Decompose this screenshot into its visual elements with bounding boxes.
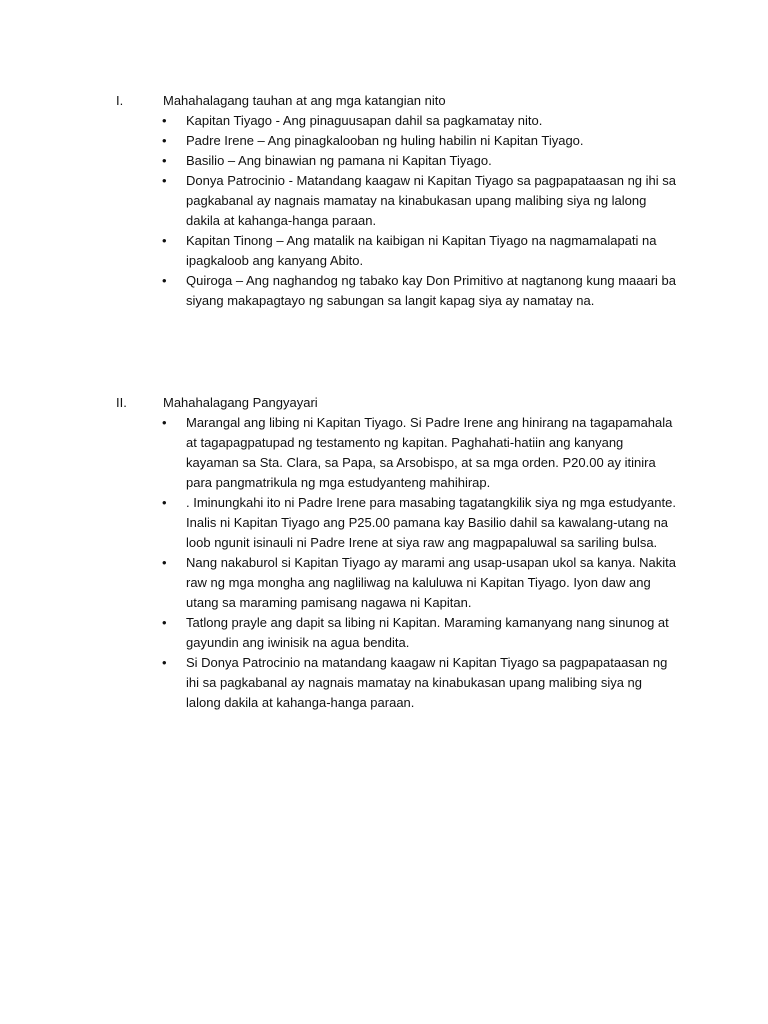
list-item [0,653,676,713]
list-item [0,413,676,493]
list-item-text: Tatlong prayle ang dapit sa libing ni Kapitan. Maraming kamanyang nang sinunog at gayundin ang iwinisik na agua bendita. [186,615,669,650]
list-item-text: Nang nakaburol si Kapitan Tiyago ay marami ang usap-usapan ukol sa kanya. Nakita raw ng mga mongha ang nagliliwag na kaluluwa ni Kapitan Tiyago. Iyon daw ang utang sa maraming pamisang nagawa ni Kapitan. [186,555,676,610]
bullet-icon: • [162,113,167,128]
bullet-icon: • [162,173,167,188]
character-list [0,111,768,311]
section-heading [0,91,768,111]
list-item-text: Basilio – Ang binawian ng pamana ni Kapitan Tiyago. [186,153,492,168]
bullet-icon: • [162,273,167,288]
section-title: Mahahalagang tauhan at ang mga katangian nito [163,93,446,108]
list-item [0,493,676,553]
events-list [0,413,768,713]
list-item-text: Quiroga – Ang naghandog ng tabako kay Don Primitivo at nagtanong kung maaari ba siyang makapagtayo ng sabungan sa langit kapag siya ay namatay na. [186,273,677,308]
section-heading [0,393,768,413]
list-item-text: Si Donya Patrocinio na matandang kaagaw ni Kapitan Tiyago sa pagpapataasan ng ihi sa pagkabanal ay nagnais mamatay na kinabukasan upang malibing siya ng lalong dakila at kahanga-hanga paraan. [186,655,668,710]
list-item-text: Donya Patrocinio - Matandang kaagaw ni Kapitan Tiyago sa pagpapataasan ng ihi sa pagkabanal ay nagnais mamatay na kinabukasan upang malibing siya ng lalong dakila at kahanga-hanga paraan. [186,173,676,228]
list-item [0,171,676,231]
bullet-icon: • [162,233,167,248]
list-item [0,231,676,271]
list-item [0,151,676,171]
bullet-icon: • [162,153,167,168]
bullet-icon: • [162,133,167,148]
list-item [0,131,676,151]
list-item-text: Kapitan Tiyago - Ang pinaguusapan dahil sa pagkamatay nito. [186,113,543,128]
list-item [0,271,676,311]
bullet-icon: • [162,555,167,570]
section-characters [0,91,768,311]
list-item-text: . Iminungkahi ito ni Padre Irene para masabing tagatangkilik siya ng mga estudyante. Inalis ni Kapitan Tiyago ang P25.00 pamana kay Basilio dahil sa kawalang-utang na loob ngunit isinauli ni Padre Irene at siya raw ang magpapaluwal sa sariling bulsa. [186,495,676,550]
bullet-icon: • [162,415,167,430]
section-numeral: II. [116,395,127,410]
bullet-icon: • [162,655,167,670]
list-item-text: Kapitan Tinong – Ang matalik na kaibigan ni Kapitan Tiyago na nagmamalapati na ipagkaloob ang kanyang Abito. [186,233,657,268]
bullet-icon: • [162,615,167,630]
section-events [0,393,768,713]
list-item-text: Marangal ang libing ni Kapitan Tiyago. Si Padre Irene ang hinirang na tagapamahala at tagapagpatupad ng testamento ng kapitan. Paghahati-hatiin ang kanyang kayaman sa Sta. Clara, sa Papa, sa Arsobispo, at sa mga orden. P20.00 ay itinira para pangmatrikula ng mga estudyanteng mahihirap. [186,415,673,490]
list-item [0,111,676,131]
bullet-icon: • [162,495,167,510]
section-numeral: I. [116,93,124,108]
list-item [0,553,676,613]
section-title: Mahahalagang Pangyayari [163,395,318,410]
list-item-text: Padre Irene – Ang pinagkalooban ng huling habilin ni Kapitan Tiyago. [186,133,584,148]
list-item [0,613,676,653]
